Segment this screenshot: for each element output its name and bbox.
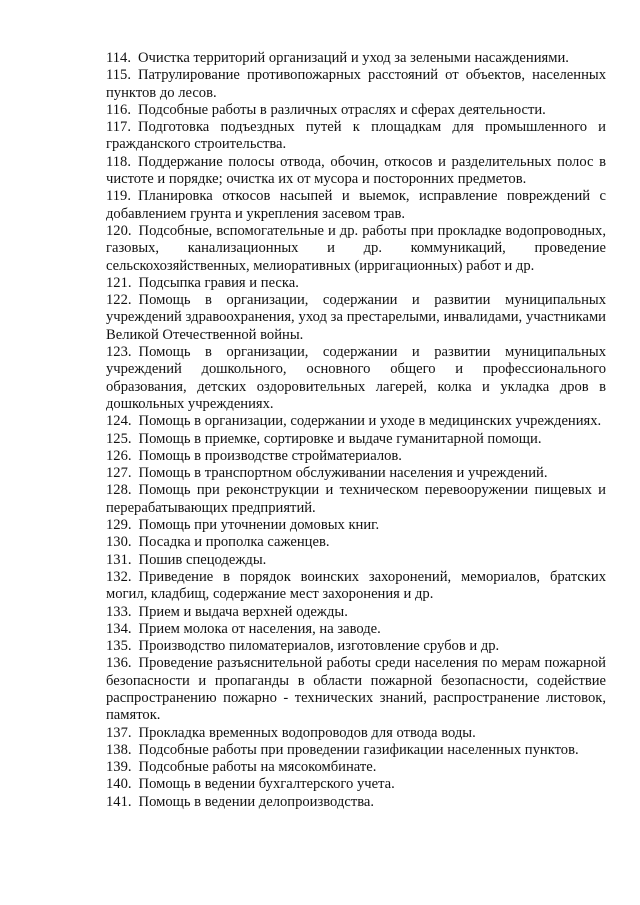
item-text: Производство пиломатериалов, изготовление срубов и др. xyxy=(138,638,500,655)
item-text: Подсобные работы в различных отраслях и сферах деятельности. xyxy=(138,101,546,118)
item-text: Подсобные работы при проведении газификации населенных пунктов. xyxy=(138,741,579,758)
item-number: 117. xyxy=(106,119,131,136)
item-number: 119. xyxy=(106,188,131,205)
item-text: Поддержание полосы отвода, обочин, откосов и разделительных полос в чистоте и порядке; очистка их от мусора и посторонних предметов. xyxy=(106,153,606,188)
list-item xyxy=(106,569,606,604)
item-text: Прокладка временных водопроводов для отвода воды. xyxy=(138,724,476,741)
work-list xyxy=(106,50,606,811)
list-item xyxy=(106,742,606,759)
list-item xyxy=(106,604,606,621)
item-text: Помощь в организации, содержании и уходе в медицинских учреждениях. xyxy=(138,413,602,430)
item-number: 129. xyxy=(106,517,132,534)
item-text: Приведение в порядок воинских захоронений, мемориалов, братских могил, кладбищ, содержание мест захоронения и др. xyxy=(106,568,606,603)
item-text: Подсобные работы на мясокомбинате. xyxy=(138,759,377,776)
list-item xyxy=(106,275,606,292)
list-item xyxy=(106,154,606,189)
list-item xyxy=(106,759,606,776)
list-item xyxy=(106,431,606,448)
item-text: Помощь при уточнении домовых книг. xyxy=(138,517,380,534)
list-item xyxy=(106,448,606,465)
list-item xyxy=(106,794,606,811)
list-item xyxy=(106,223,606,275)
item-text: Прием молока от населения, на заводе. xyxy=(138,620,381,637)
list-item xyxy=(106,292,606,344)
list-item xyxy=(106,67,606,102)
item-number: 120. xyxy=(106,222,132,239)
item-text: Помощь в ведении бухгалтерского учета. xyxy=(138,776,395,793)
item-text: Помощь в приемке, сортировке и выдаче гуманитарной помощи. xyxy=(138,430,542,447)
item-number: 141. xyxy=(106,793,132,810)
list-item xyxy=(106,482,606,517)
item-text: Прием и выдача верхней одежды. xyxy=(138,603,348,620)
list-item xyxy=(106,655,606,724)
item-number: 130. xyxy=(106,534,132,551)
item-number: 115. xyxy=(106,67,131,84)
item-text: Помощь в производстве стройматериалов. xyxy=(138,447,402,464)
item-text: Проведение разъяснительной работы среди населения по мерам пожарной безопасности и пропаганды в области пожарной безопасности, содействие распространению пожарно - технических знаний, распространение листовок, памяток. xyxy=(106,655,606,724)
item-text: Подсыпка гравия и песка. xyxy=(138,274,299,291)
list-item xyxy=(106,552,606,569)
item-number: 132. xyxy=(106,568,132,585)
item-number: 136. xyxy=(106,655,132,672)
list-item xyxy=(106,344,606,413)
item-number: 125. xyxy=(106,430,132,447)
item-text: Подсобные, вспомогательные и др. работы при прокладке водопроводных, газовых, канализационных и др. коммуникаций, проведение сельскохозяйственных, мелиоративных (ирригационных) работ и др. xyxy=(106,222,606,274)
item-text: Подготовка подъездных путей к площадкам для промышленного и гражданского строительства. xyxy=(106,119,606,153)
item-number: 114. xyxy=(106,50,131,66)
item-text: Помощь в ведении делопроизводства. xyxy=(138,793,375,810)
document-page xyxy=(106,50,606,811)
list-item xyxy=(106,517,606,534)
item-number: 124. xyxy=(106,413,132,430)
item-text: Помощь при реконструкции и техническом перевооружении пищевых и перерабатывающих предприятий. xyxy=(106,482,606,516)
item-number: 133. xyxy=(106,603,132,620)
list-item xyxy=(106,413,606,430)
item-number: 137. xyxy=(106,724,132,741)
list-item xyxy=(106,50,606,67)
item-number: 139. xyxy=(106,759,132,776)
item-number: 122. xyxy=(106,292,132,309)
list-item xyxy=(106,638,606,655)
list-item xyxy=(106,725,606,742)
list-item xyxy=(106,465,606,482)
item-text: Помощь в транспортном обслуживании населения и учреждений. xyxy=(138,465,548,482)
item-number: 128. xyxy=(106,482,132,499)
item-number: 116. xyxy=(106,101,131,118)
list-item xyxy=(106,102,606,119)
list-item xyxy=(106,119,606,154)
list-item xyxy=(106,621,606,638)
item-number: 138. xyxy=(106,741,132,758)
item-number: 126. xyxy=(106,447,132,464)
item-text: Очистка территорий организаций и уход за зелеными насаждениями. xyxy=(138,50,569,66)
list-item xyxy=(106,534,606,551)
item-text: Планировка откосов насыпей и выемок, исправление повреждений с добавлением грунта и укрепления засевом трав. xyxy=(106,188,606,222)
item-text: Помощь в организации, содержании и развитии муниципальных учреждений дошкольного, основного общего и профессионального образования, детских оздоровительных лагерей, колка и укладка дров в дошкольных учреждениях. xyxy=(106,344,606,412)
item-number: 121. xyxy=(106,274,132,291)
item-number: 123. xyxy=(106,344,132,361)
item-text: Пошив спецодежды. xyxy=(138,551,267,568)
item-number: 118. xyxy=(106,153,131,170)
item-number: 140. xyxy=(106,776,132,793)
item-number: 135. xyxy=(106,638,132,655)
item-text: Посадка и прополка саженцев. xyxy=(138,534,330,551)
item-number: 131. xyxy=(106,551,132,568)
item-text: Помощь в организации, содержании и развитии муниципальных учреждений здравоохранения, уход за престарелыми, инвалидами, участниками Великой Отечественной войны. xyxy=(106,292,606,343)
item-number: 134. xyxy=(106,620,132,637)
item-text: Патрулирование противопожарных расстояний от объектов, населенных пунктов до лесов. xyxy=(106,67,606,101)
item-number: 127. xyxy=(106,465,132,482)
list-item xyxy=(106,188,606,223)
list-item xyxy=(106,776,606,793)
